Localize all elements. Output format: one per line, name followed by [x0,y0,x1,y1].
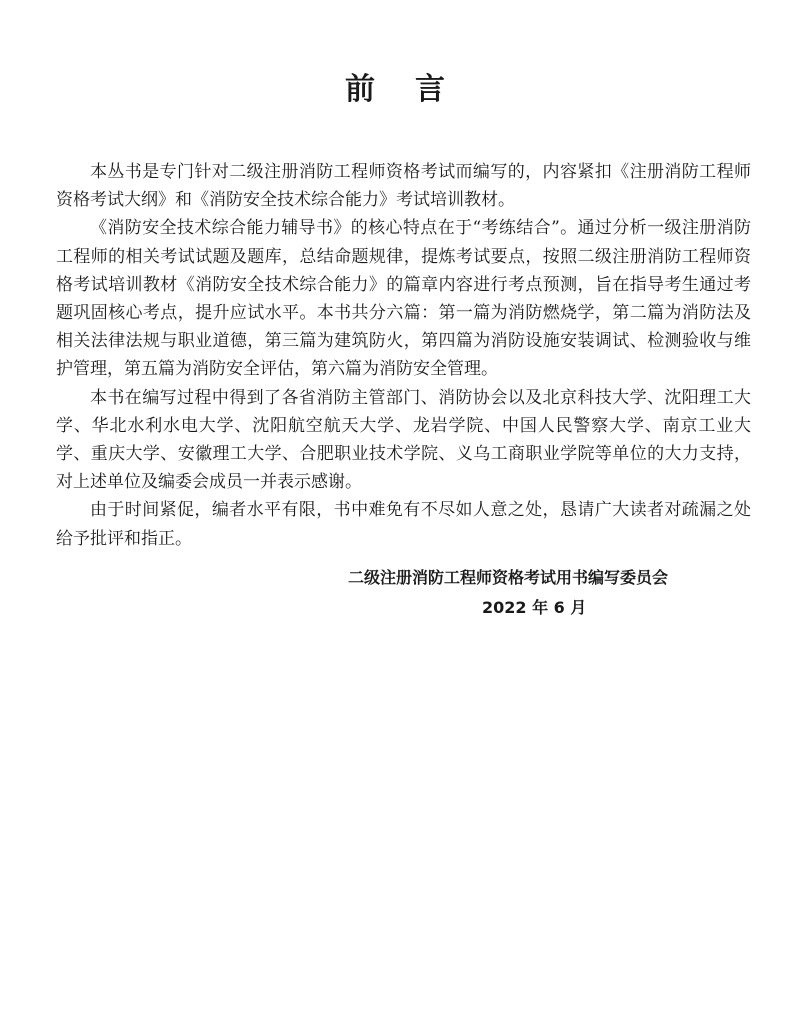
signature-date: 2022 年 6 月 [482,598,587,617]
preface-body [56,158,751,553]
page-title: 前言 [345,72,485,107]
paragraph-3: 本书在编写过程中得到了各省消防主管部门、消防协会以及北京科技大学、沈阳理工大学、华北水利水电大学、沈阳航空航天大学、龙岩学院、中国人民警察大学、南京工业大学、重庆大学、安徽理工大学、合肥职业技术学院、义乌工商职业学院等单位的大力支持，对上述单位及编委会成员一并表示感谢。 [56,387,751,493]
signature-organization: 二级注册消防工程师资格考试用书编写委员会 [348,568,669,587]
paragraph-4: 由于时间紧促，编者水平有限，书中难免有不尽如人意之处，恳请广大读者对疏漏之处给予批评和指正。 [56,500,751,549]
paragraph-1: 本丛书是专门针对二级注册消防工程师资格考试而编写的，内容紧扣《注册消防工程师资格考试大纲》和《消防安全技术综合能力》考试培训教材。 [56,162,751,211]
paragraph-2: 《消防安全技术综合能力辅导书》的核心特点在于“考练结合”。通过分析一级注册消防工程师的相关考试试题及题库，总结命题规律，提炼考试要点，按照二级注册消防工程师资格考试培训教材《消防安全技术综合能力》的篇章内容进行考点预测，旨在指导考生通过考题巩固核心考点，提升应试水平。本书共分六篇：第一篇为消防燃烧学，第二篇为消防法及相关法律法规与职业道德，第三篇为建筑防火，第四篇为消防设施安装调试、检测验收与维护管理，第五篇为消防安全评估，第六篇为消防安全管理。 [56,218,751,380]
